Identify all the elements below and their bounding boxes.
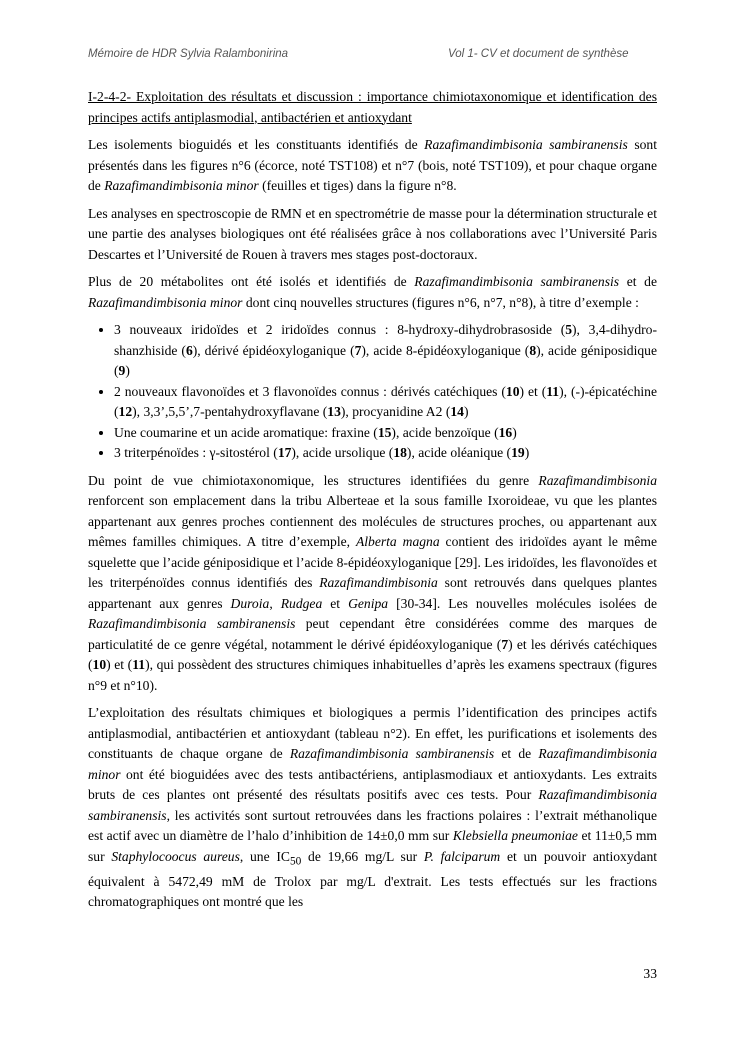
text-run: et un pouvoir antioxydant équivalent à 5472,49 mM de Trolox par mg/L d'extrait. Les tests effectués sur les fractions chromatographiques ont montré que les (88, 848, 658, 910)
text-run: ), dérivé épidéoxyloganique ( (192, 342, 355, 358)
text-run: et de (619, 274, 657, 289)
text-run: et de (494, 746, 539, 761)
text-run: Les isolements bioguidés et les constituants identifiés de (88, 137, 425, 152)
paragraph (88, 703, 657, 913)
text-run: renforcent son emplacement dans la tribu Alberteae et la sous famille Ixoroideae, vu que les plantes appartenant aux genres proches contiennent des molécules de structures proches, ou appartenant aux mêmes familles chimiques. A titre d’exemple, (88, 493, 657, 549)
text-run: ) et ( (519, 383, 547, 399)
list-item (114, 423, 657, 444)
text-run: ) (512, 424, 517, 440)
compound-number: 12 (118, 404, 133, 419)
text-run: Plus de 20 métabolites ont été isolés et identifiés de (88, 274, 415, 289)
text-run: ), acide ursolique ( (291, 445, 394, 460)
text-run: [30-34]. Les nouvelles molécules isolées de (388, 595, 657, 611)
compound-number: 8 (529, 342, 537, 358)
list-item (114, 320, 657, 382)
text-run: Les analyses en spectroscopie de RMN et en spectrométrie de masse pour la détermination structurale et une partie des analyses biologiques ont été réalisées grâce à nos collaborations avec l’Université Paris Descartes et l’Université de Rouen à travers mes stages post-doctoraux. (88, 205, 657, 262)
section-heading: I-2-4-2- Exploitation des résultats et discussion : importance chimiotaxonomique et identification des principes actifs antiplasmodial, antibactérien et antioxydant (88, 89, 657, 125)
text-run: sont retrouvés dans quelques plantes appartenant aux genres (88, 575, 657, 611)
compound-number: 9 (118, 363, 126, 378)
paragraph (88, 204, 657, 266)
text-run: ), 3,4-dihydro-shanzhiside ( (114, 322, 657, 358)
compound-list (88, 320, 657, 464)
text-run: , une IC (239, 848, 290, 864)
text-run: ), acide benzoïque ( (391, 424, 499, 440)
compound-number: 7 (501, 636, 509, 652)
text-run: ), acide oléanique ( (406, 445, 512, 460)
text-run: ) (524, 445, 530, 460)
text-run: et (322, 595, 349, 611)
text-run: ), acide 8-épidéoxyloganique ( (361, 342, 530, 358)
compound-number: 16 (498, 424, 513, 440)
text-run: ) (463, 404, 469, 419)
text-run: ), 3,3’,5,5’,7-pentahydroxyflavane ( (132, 404, 328, 419)
compound-number: 10 (92, 657, 107, 672)
italic-run: Razafimandimbisonia (319, 575, 438, 590)
text-run: ) (125, 363, 130, 378)
text-run: L’exploitation des résultats chimiques et biologiques a permis l’identification des principes actifs antiplasmodial, antibactérien et antioxydant (tableau n°2). En effet, les purifications et isolements des constituants de chaque organe de (88, 705, 657, 761)
text-run: 2 nouveaux flavonoïdes et 3 flavonoïdes connus : dérivés catéchiques ( (114, 383, 506, 399)
text-run: peut cependant être considérées comme des marques de particulatité de ce genre végétal, notamment le dérivé épidéoxyloganique ( (88, 616, 658, 652)
compound-number: 11 (546, 383, 560, 399)
header-author: Mémoire de HDR Sylvia Ralambonirina (88, 48, 289, 60)
text-run: de 19,66 mg/L sur (301, 848, 424, 864)
text-run: ), procyanidine A2 ( (340, 404, 451, 419)
italic-run: Razafimandimbisonia (538, 472, 657, 488)
compound-number: 13 (327, 404, 341, 419)
text-run: sont présentés dans les figures n°6 (écorce, noté TST108) et n°7 (bois, noté TST109), et pour chaque organe de (88, 137, 657, 193)
italic-run: Rudgea (280, 595, 323, 611)
text-run: 3 triterpénoïdes : γ-sitostérol ( (114, 445, 278, 460)
italic-run: Razafimandimbisonia sambiranensis (424, 137, 628, 152)
paragraph (88, 272, 657, 313)
paragraph (88, 471, 657, 697)
compound-number: 17 (277, 445, 292, 460)
italic-run: Razafimandimbisonia minor (88, 746, 657, 782)
compound-number: 7 (354, 342, 362, 358)
italic-run: Razafimandimbisonia minor (104, 178, 259, 193)
paragraph (88, 135, 657, 197)
document-body (88, 87, 657, 920)
list-item (114, 382, 657, 423)
compound-number: 11 (132, 657, 146, 672)
italic-run: Razafimandimbisonia sambiranensis (88, 787, 657, 823)
italic-run: P. falciparum (423, 848, 501, 864)
text-run: ), (-)-épicatéchine ( (114, 383, 657, 419)
text-run: Du point de vue chimiotaxonomique, les structures identifiées du genre (88, 472, 539, 488)
compound-number: 15 (377, 424, 392, 440)
subscript-run: 50 (289, 855, 302, 868)
compound-number: 5 (565, 322, 573, 337)
italic-run: Razafimandimbisonia sambiranensis (414, 274, 620, 289)
text-run: ) et les dérivés catéchiques ( (88, 636, 657, 672)
italic-run: Razafimandimbisonia minor (88, 294, 243, 310)
page-number: 33 (643, 966, 657, 981)
text-run: 3 nouveaux iridoïdes et 2 iridoïdes connus : 8-hydroxy-dihydrobrasoside ( (114, 322, 566, 337)
italic-run: Razafimandimbisonia sambiranensis (88, 616, 296, 631)
text-run: , les activités sont surtout retrouvées dans les fractions polaires : l’extrait méthanolique est actif avec un diamètre de l’halo d’inhibition de 14±0,0 mm sur (88, 807, 657, 843)
text-run: ) et ( (106, 657, 133, 672)
text-run: (feuilles et tiges) dans la figure n°8. (258, 178, 457, 193)
compound-number: 18 (393, 445, 407, 460)
compound-number: 19 (511, 445, 525, 460)
italic-run: Klebsiella pneumoniae (452, 828, 578, 843)
header-volume: Vol 1- CV et document de synthèse (448, 48, 629, 60)
text-run: et 11±0,5 mm sur (88, 828, 657, 864)
text-run: , (269, 595, 281, 611)
text-run: dont cinq nouvelles structures (figures n°6, n°7, n°8), à titre d’exemple : (242, 294, 639, 310)
text-run: ), qui possèdent des structures chimiques inhabituelles d’après les examens spectraux (figures n°9 et n°10). (88, 657, 657, 693)
text-run: ), acide géniposidique ( (114, 342, 657, 378)
italic-run: Genipa (348, 595, 389, 611)
text-run: contient des iridoïdes ayant le même squelette que l’acide géniposidique et l’acide 8-épidéoxyloganique [29]. Les iridoïdes, les flavonoïdes et les triterpénoïdes connus identifiés des (88, 534, 657, 590)
compound-number: 6 (185, 342, 193, 358)
text-run: Une coumarine et un acide aromatique: fraxine ( (114, 424, 378, 440)
italic-run: Duroia (230, 595, 270, 611)
italic-run: Staphylocoocus aureus (111, 848, 240, 864)
italic-run: Razafimandimbisonia sambiranensis (289, 746, 495, 761)
italic-run: Alberta magna (355, 534, 440, 549)
list-item (114, 443, 657, 464)
text-run: ont été bioguidées avec des tests antibactériens, antiplasmodiaux et antioxydants. Les extraits bruts de ces plantes ont présenté des résultats positifs avec ces tests. Pour (88, 766, 657, 802)
compound-number: 10 (505, 383, 520, 399)
compound-number: 14 (450, 404, 464, 419)
